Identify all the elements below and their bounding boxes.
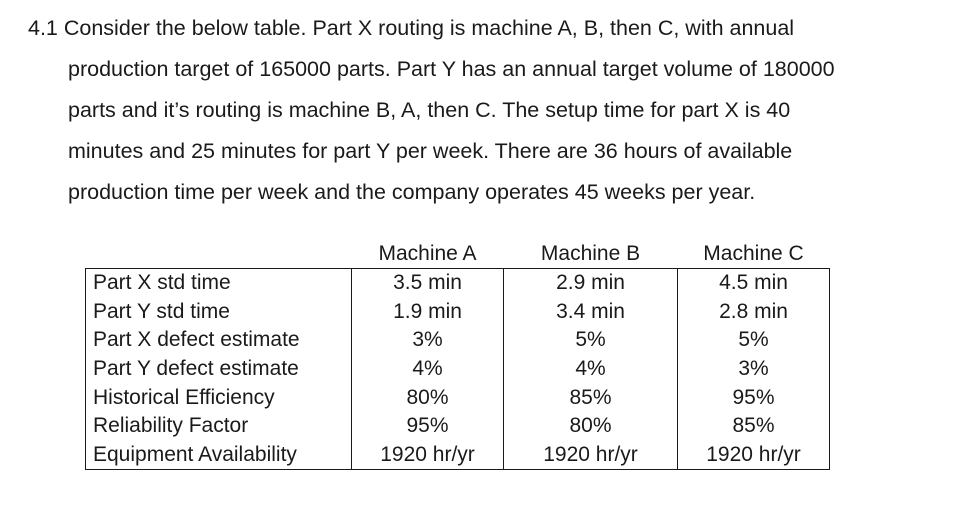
row-label: Part Y std time	[86, 298, 352, 327]
cell-machine-b: 5%	[504, 326, 678, 355]
row-label: Part Y defect estimate	[86, 355, 352, 384]
problem-line-1: 4.1 Consider the below table. Part X routing is machine A, B, then C, with annual	[28, 16, 795, 40]
cell-machine-a: 3%	[352, 326, 504, 355]
cell-machine-a: 4%	[352, 355, 504, 384]
cell-machine-c: 5%	[678, 326, 830, 355]
machine-data-table	[85, 240, 830, 470]
row-label: Part X defect estimate	[86, 326, 352, 355]
cell-machine-c: 4.5 min	[678, 269, 830, 298]
problem-statement	[28, 8, 948, 213]
table-row	[86, 441, 830, 470]
cell-machine-c: 3%	[678, 355, 830, 384]
cell-machine-a: 3.5 min	[352, 269, 504, 298]
header-machine-b: Machine B	[540, 242, 641, 265]
problem-line-3: parts and it’s routing is machine B, A, then C. The setup time for part X is 40	[68, 98, 791, 122]
problem-line-5: production time per week and the company operates 45 weeks per year.	[68, 180, 756, 204]
cell-machine-a: 1.9 min	[352, 298, 504, 327]
cell-machine-c: 95%	[678, 383, 830, 412]
row-label: Part X std time	[86, 269, 352, 298]
cell-machine-b: 4%	[504, 355, 678, 384]
table-row	[86, 355, 830, 384]
table-row	[86, 326, 830, 355]
cell-machine-b: 85%	[504, 383, 678, 412]
cell-machine-a: 80%	[352, 383, 504, 412]
row-label: Reliability Factor	[86, 412, 352, 441]
cell-machine-a: 1920 hr/yr	[352, 441, 504, 470]
header-machine-a: Machine A	[378, 242, 477, 265]
cell-machine-c: 2.8 min	[678, 298, 830, 327]
problem-line-2: production target of 165000 parts. Part Y has an annual target volume of 180000	[68, 57, 835, 81]
row-label: Equipment Availability	[86, 441, 352, 470]
table-row	[86, 412, 830, 441]
cell-machine-b: 1920 hr/yr	[504, 441, 678, 470]
cell-machine-b: 3.4 min	[504, 298, 678, 327]
cell-machine-a: 95%	[352, 412, 504, 441]
cell-machine-b: 80%	[504, 412, 678, 441]
table-row	[86, 383, 830, 412]
cell-machine-c: 85%	[678, 412, 830, 441]
table-row	[86, 269, 830, 298]
row-label: Historical Efficiency	[86, 383, 352, 412]
table-header-row	[86, 240, 830, 269]
problem-line-4: minutes and 25 minutes for part Y per week. There are 36 hours of available	[68, 139, 793, 163]
header-machine-c: Machine C	[703, 242, 804, 265]
table-row	[86, 298, 830, 327]
cell-machine-c: 1920 hr/yr	[678, 441, 830, 470]
header-empty	[86, 240, 352, 269]
cell-machine-b: 2.9 min	[504, 269, 678, 298]
